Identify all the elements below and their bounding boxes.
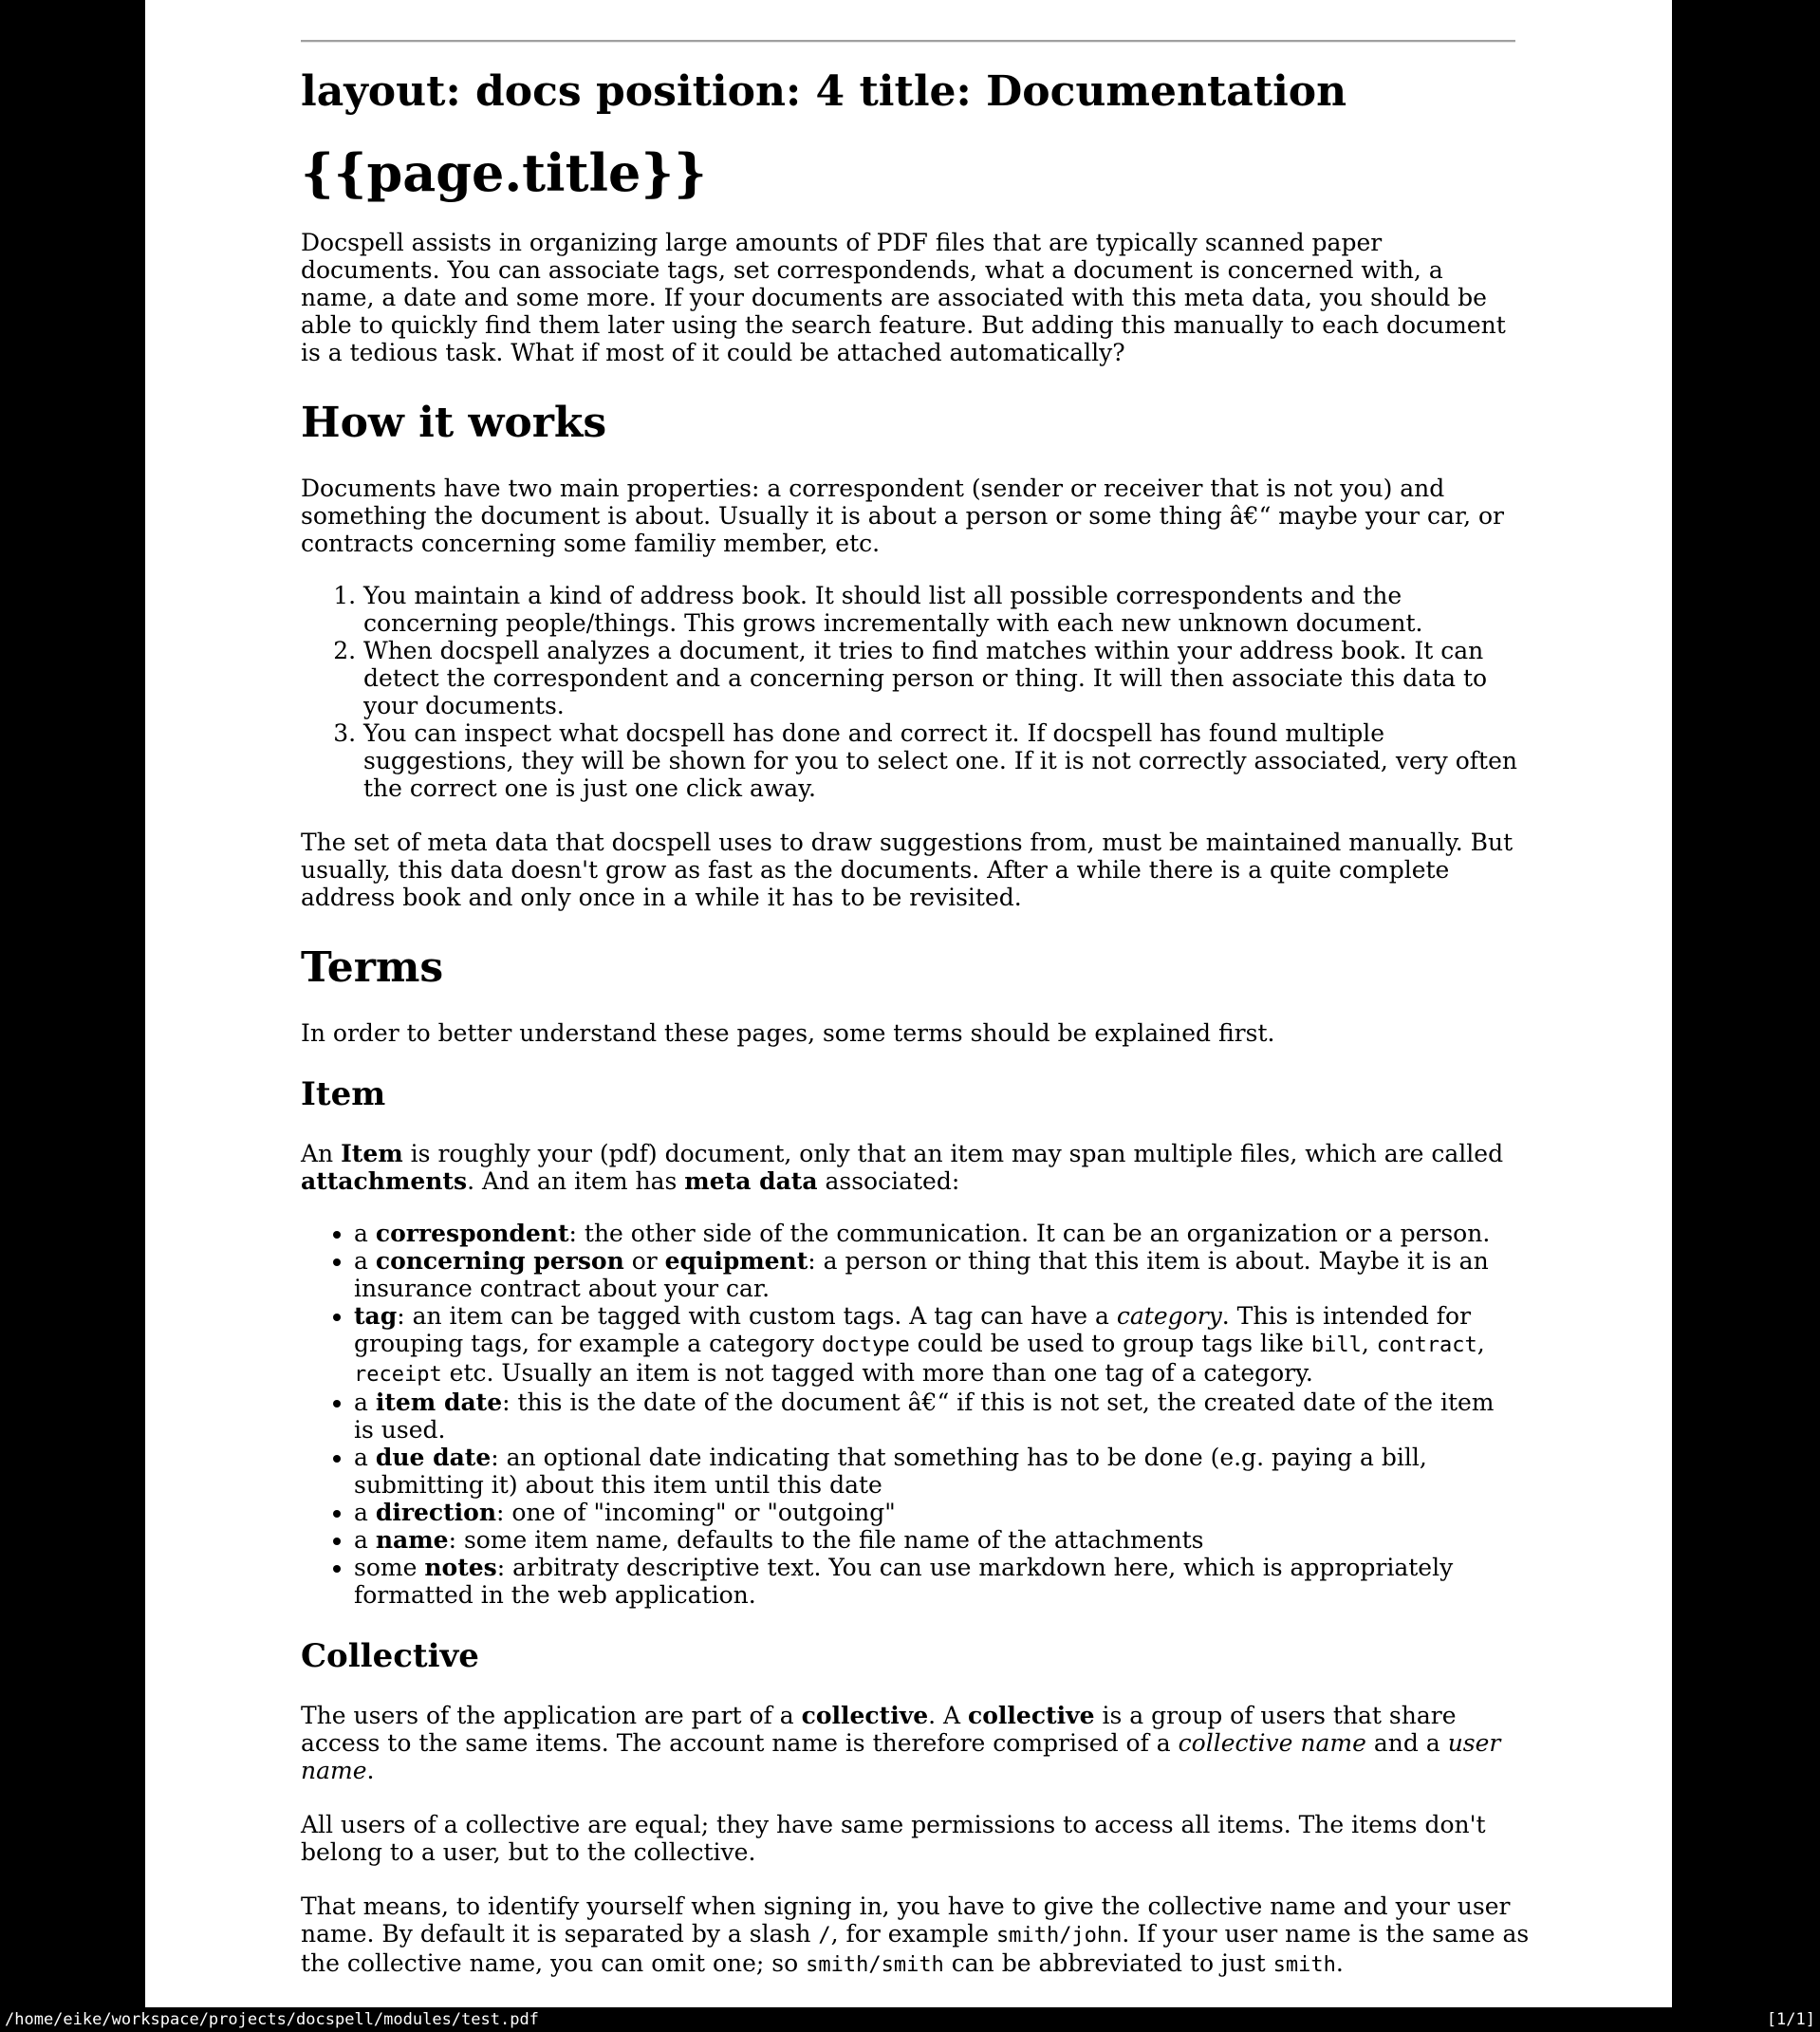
text-line — [301, 1892, 1515, 1920]
list-item — [354, 1302, 1515, 1389]
text-line — [363, 609, 1515, 637]
text-run: , — [1476, 1330, 1485, 1357]
text-line — [354, 1220, 1515, 1247]
front-matter-title: layout: docs position: 4 title: Documentation — [301, 67, 1347, 116]
how-it-works-numbered-list — [301, 582, 1518, 802]
text-run: All users of a collective are equal; they have same permissions to access all items. The items don't — [301, 1811, 1486, 1838]
collective-paragraph-1 — [301, 1702, 1515, 1784]
text-run: submitting it) about this item until this date — [354, 1471, 882, 1499]
text-line — [354, 1302, 1515, 1330]
text-run: You maintain a kind of address book. It should list all possible correspondents and the — [363, 582, 1402, 609]
text-run: contracts concerning some familiy member, etc. — [301, 530, 881, 557]
collective-paragraph-3 — [301, 1892, 1530, 1979]
text-run: a — [354, 1220, 376, 1247]
inline-code: smith — [1272, 1953, 1336, 1977]
text-line — [354, 1581, 1515, 1609]
inline-code: receipt — [354, 1363, 442, 1387]
text-run: your documents. — [363, 692, 565, 719]
text-line — [301, 1949, 1515, 1979]
text-line — [301, 284, 1515, 311]
text-run: category — [1116, 1302, 1222, 1330]
text-run: the collective name, you can omit one; so — [301, 1949, 807, 1977]
text-run: correspondent — [375, 1220, 569, 1247]
statusbar-file-path: /home/eike/workspace/projects/docspell/modules/test.pdf — [5, 2010, 539, 2029]
text-line — [301, 1019, 1515, 1047]
text-run: attachments — [301, 1167, 468, 1195]
text-run: a — [354, 1526, 376, 1554]
text-run: is a group of users that share — [1094, 1702, 1457, 1729]
text-run: a — [354, 1247, 376, 1275]
terms-paragraph — [301, 1019, 1515, 1047]
text-line — [301, 1140, 1515, 1167]
text-line — [354, 1247, 1515, 1275]
text-run: able to quickly find them later using the search feature. But adding this manually to each document — [301, 311, 1506, 339]
text-run: access to the same items. The account name is therefore comprised of a — [301, 1729, 1179, 1757]
text-run: direction — [375, 1499, 497, 1526]
page-title: {{page.title}} — [301, 142, 707, 203]
text-run: meta data — [684, 1167, 818, 1195]
text-run: Documents have two main properties: a correspondent (sender or receiver that is not you) and — [301, 475, 1445, 502]
text-line — [354, 1275, 1515, 1302]
text-run: name. By default it is separated by a slash — [301, 1920, 819, 1948]
text-run: Docspell assists in organizing large amounts of PDF files that are typically scanned paper — [301, 229, 1383, 256]
list-item — [354, 1444, 1515, 1499]
text-run: : some item name, defaults to the file name of the attachments — [448, 1526, 1204, 1554]
inline-code: doctype — [821, 1333, 910, 1357]
text-run: is a tedious task. What if most of it could be attached automatically? — [301, 339, 1125, 366]
inline-code: smith/smith — [806, 1953, 944, 1977]
text-run: name, a date and some more. If your documents are associated with this meta data, you should be — [301, 284, 1487, 311]
text-run: collective — [801, 1702, 929, 1729]
text-line — [301, 1702, 1515, 1729]
text-run: can be abbreviated to just — [943, 1949, 1273, 1977]
text-run: That means, to identify yourself when signing in, you have to give the collective name and your user — [301, 1892, 1511, 1920]
text-line — [301, 1920, 1530, 1949]
text-run: insurance contract about your car. — [354, 1275, 771, 1302]
list-item — [354, 1247, 1515, 1302]
text-run: tag — [354, 1302, 398, 1330]
horizontal-rule — [301, 40, 1515, 43]
text-run: suggestions, they will be shown for you to select one. If it is not correctly associated, very often — [363, 747, 1518, 774]
text-line — [354, 1526, 1515, 1554]
text-run: : an item can be tagged with custom tags. A tag can have a — [397, 1302, 1117, 1330]
inline-code: contract — [1376, 1333, 1477, 1357]
list-item — [363, 637, 1515, 719]
text-run: : one of "incoming" or "outgoing" — [496, 1499, 896, 1526]
text-line — [301, 311, 1515, 339]
text-run: concerning people/things. This grows incrementally with each new unknown document. — [363, 609, 1423, 637]
text-run: usually, this data doesn't grow as fast as the documents. After a while there is a quite complete — [301, 856, 1450, 884]
text-line — [301, 339, 1515, 366]
text-run: the correct one is just one click away. — [363, 774, 816, 802]
text-run: . A — [928, 1702, 969, 1729]
text-line — [354, 1416, 1515, 1444]
statusbar — [0, 2007, 1820, 2032]
text-line — [354, 1444, 1515, 1471]
section-heading-terms: Terms — [301, 943, 444, 992]
text-line — [301, 475, 1515, 502]
subsection-heading-collective: Collective — [301, 1637, 479, 1675]
text-run: collective name — [1178, 1729, 1366, 1757]
how-it-works-outro-paragraph — [301, 829, 1515, 911]
text-line — [301, 1729, 1515, 1757]
text-line — [301, 1167, 1515, 1195]
text-run: due date — [375, 1444, 492, 1471]
inline-code: bill — [1310, 1333, 1362, 1357]
text-run: . — [1335, 1949, 1344, 1977]
text-run: . If your user name is the same as — [1122, 1920, 1530, 1948]
text-run: : arbitraty descriptive text. You can use markdown here, which is appropriately — [496, 1554, 1454, 1581]
page-content — [301, 40, 1530, 1979]
text-run: . This is intended for — [1221, 1302, 1472, 1330]
text-run: name — [375, 1526, 449, 1554]
text-run: etc. Usually an item is not tagged with more than one tag of a category. — [441, 1359, 1313, 1387]
text-line — [354, 1389, 1515, 1416]
collective-paragraph-2 — [301, 1811, 1515, 1866]
text-run: collective — [968, 1702, 1095, 1729]
inline-code: smith/john — [995, 1924, 1123, 1948]
text-run: a — [354, 1499, 376, 1526]
text-run: Item — [341, 1140, 403, 1167]
text-run: a — [354, 1389, 376, 1416]
text-run: something the document is about. Usually it is about a person or some thing â€“ maybe your car, or — [301, 502, 1504, 530]
pdf-page — [145, 0, 1672, 2007]
text-run: is roughly your (pdf) document, only that an item may span multiple files, which are called — [402, 1140, 1504, 1167]
text-run: could be used to group tags like — [909, 1330, 1311, 1357]
text-run: is used. — [354, 1416, 446, 1444]
text-run: An — [301, 1140, 342, 1167]
text-run: belong to a user, but to the collective. — [301, 1838, 756, 1866]
text-line — [354, 1359, 1515, 1389]
text-run: associated: — [817, 1167, 960, 1195]
list-item — [354, 1220, 1515, 1247]
list-item — [354, 1499, 1515, 1526]
statusbar-page-indicator: [1/1] — [1766, 2010, 1815, 2029]
text-run: notes — [424, 1554, 497, 1581]
text-run: : a person or thing that this item is about. Maybe it is an — [808, 1247, 1489, 1275]
text-line — [354, 1554, 1515, 1581]
text-line — [301, 502, 1515, 530]
list-item — [363, 719, 1518, 802]
text-line — [301, 1757, 1515, 1784]
text-run: a — [354, 1444, 376, 1471]
text-line — [354, 1471, 1515, 1499]
section-heading-how-it-works: How it works — [301, 399, 607, 447]
item-bullet-list — [301, 1220, 1515, 1609]
text-line — [363, 637, 1515, 664]
item-paragraph — [301, 1140, 1515, 1195]
text-line — [363, 692, 1515, 719]
text-run: name — [301, 1757, 367, 1784]
text-line — [363, 664, 1515, 692]
inline-code: / — [818, 1924, 831, 1948]
text-run: You can inspect what docspell has done and correct it. If docspell has found multiple — [363, 719, 1385, 747]
text-run: The set of meta data that docspell uses to draw suggestions from, must be maintained manually. But — [301, 829, 1514, 856]
text-run: equipment — [664, 1247, 808, 1275]
text-line — [301, 829, 1515, 856]
text-run: or — [623, 1247, 665, 1275]
text-line — [301, 1838, 1515, 1866]
list-item — [354, 1526, 1515, 1554]
text-line — [354, 1499, 1515, 1526]
text-line — [301, 856, 1515, 884]
text-line — [363, 774, 1515, 802]
text-line — [354, 1330, 1515, 1359]
text-line — [301, 229, 1515, 256]
text-run: item date — [375, 1389, 503, 1416]
text-line — [363, 582, 1515, 609]
text-run: and a — [1365, 1729, 1448, 1757]
text-line — [301, 256, 1515, 284]
text-run: address book and only once in a while it has to be revisited. — [301, 884, 1022, 911]
list-item — [354, 1554, 1515, 1609]
list-item — [363, 582, 1515, 637]
text-run: formatted in the web application. — [354, 1581, 756, 1609]
text-run: : this is the date of the document â€“ if this is not set, the created date of the item — [502, 1389, 1495, 1416]
text-run: : an optional date indicating that something has to be done (e.g. paying a bill, — [491, 1444, 1427, 1471]
intro-paragraph — [301, 229, 1515, 366]
text-run: In order to better understand these pages, some terms should be explained first. — [301, 1019, 1275, 1047]
text-run: user — [1447, 1729, 1501, 1757]
text-run: The users of the application are part of a — [301, 1702, 802, 1729]
text-run: : the other side of the communication. It can be an organization or a person. — [568, 1220, 1491, 1247]
text-run: , — [1361, 1330, 1377, 1357]
text-run: grouping tags, for example a category — [354, 1330, 822, 1357]
text-run: documents. You can associate tags, set correspondends, what a document is concerned with, a — [301, 256, 1443, 284]
how-it-works-paragraph — [301, 475, 1515, 557]
text-run: . — [366, 1757, 375, 1784]
text-run: , for example — [830, 1920, 996, 1948]
text-line — [301, 530, 1515, 557]
text-run: detect the correspondent and a concerning person or thing. It will then associate this data to — [363, 664, 1488, 692]
text-run: When docspell analyzes a document, it tries to find matches within your address book. It can — [363, 637, 1484, 664]
text-line — [363, 747, 1518, 774]
text-run: some — [354, 1554, 425, 1581]
subsection-heading-item: Item — [301, 1075, 386, 1113]
text-run: concerning person — [375, 1247, 624, 1275]
text-line — [301, 884, 1515, 911]
text-line — [363, 719, 1515, 747]
text-line — [301, 1811, 1515, 1838]
list-item — [354, 1389, 1515, 1444]
text-run: . And an item has — [467, 1167, 685, 1195]
